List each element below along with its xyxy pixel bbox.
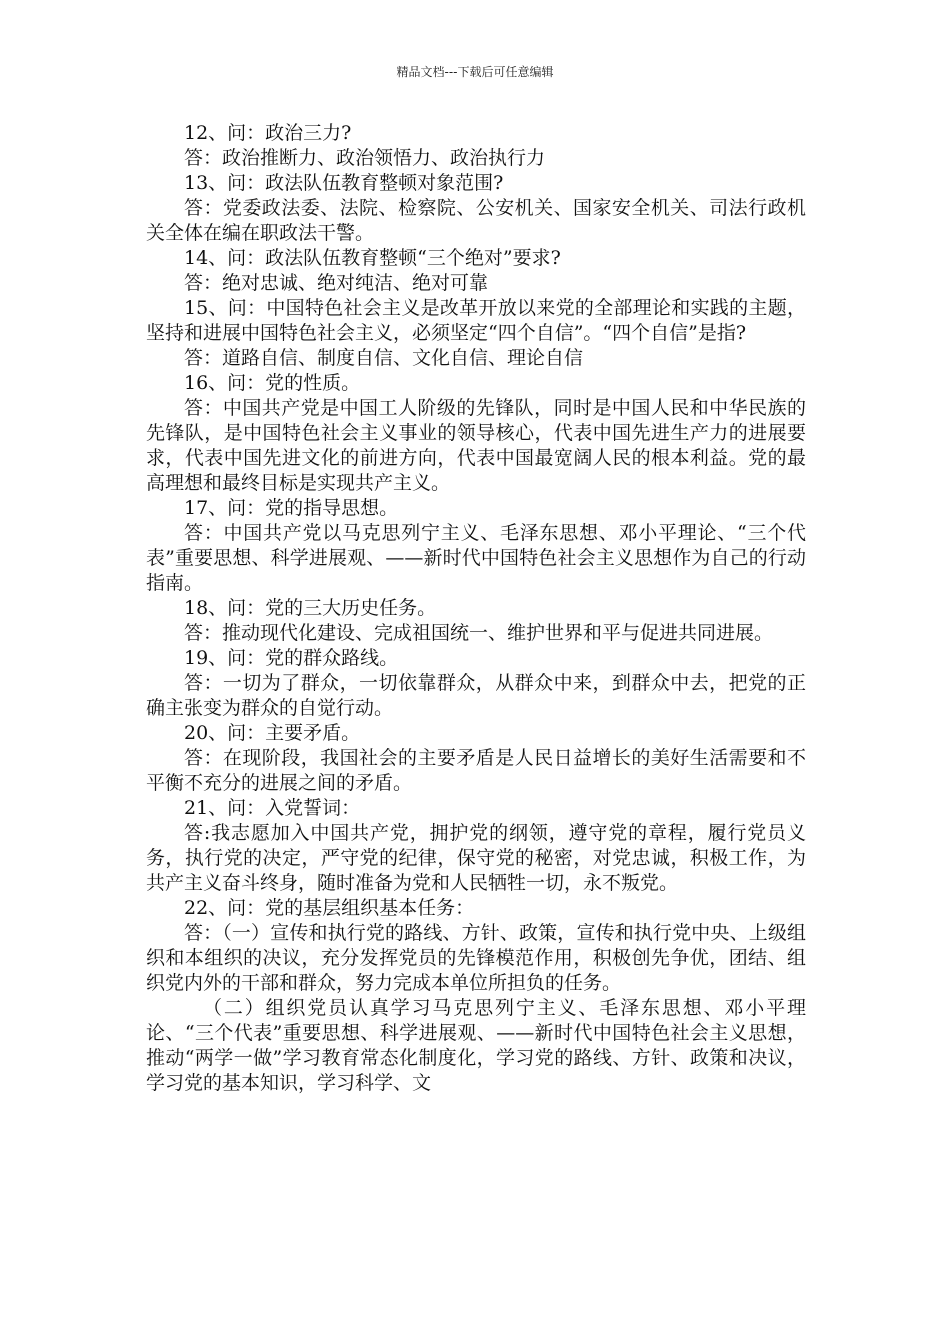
answer-14: 答：绝对忠诚、绝对纯洁、绝对可靠: [184, 272, 489, 294]
answer-12: 答：政治推断力、政治领悟力、政治执行力: [184, 147, 546, 169]
question-13: 13、问：政法队伍教育整顿对象范围?: [184, 172, 504, 194]
question-17: 17、问：党的指导思想。: [184, 497, 399, 519]
document-body: [146, 121, 806, 1096]
answer-18: 答：推动现代化建设、完成祖国统一、维护世界和平与促进共同进展。: [184, 622, 774, 644]
question-14: 14、问：政法队伍教育整顿“三个绝对”要求?: [184, 247, 561, 269]
answer-17: 答：中国共产党以马克思列宁主义、毛泽东思想、邓小平理论、“三个代表”重要思想、科学进展观、——新时代中国特色社会主义思想作为自己的行动指南。: [146, 522, 806, 594]
answer-13: 答：党委政法委、法院、检察院、公安机关、国家安全机关、司法行政机关全体在编在职政法干警。: [146, 197, 806, 244]
question-16: 16、问：党的性质。: [184, 372, 361, 394]
answer-16: 答：中国共产党是中国工人阶级的先锋队，同时是中国人民和中华民族的先锋队，是中国特色社会主义事业的领导核心，代表中国先进生产力的进展要求，代表中国先进文化的前进方向，代表中国最宽阔人民的根本利益。党的最高理想和最终目标是实现共产主义。: [146, 397, 806, 494]
question-21: 21、问：入党誓词：: [184, 797, 361, 819]
answer-15: 答：道路自信、制度自信、文化自信、理论自信: [184, 347, 584, 369]
answer-21: 答:我志愿加入中国共产党，拥护党的纲领，遵守党的章程，履行党员义务，执行党的决定，严守党的纪律，保守党的秘密，对党忠诚，积极工作，为共产主义奋斗终身，随时准备为党和人民牺牲一切，永不叛党。: [146, 822, 806, 894]
answer-22-part-2: （二）组织党员认真学习马克思列宁主义、毛泽东思想、邓小平理论、“三个代表”重要思想、科学进展观、——新时代中国特色社会主义思想，推动“两学一做”学习教育常态化制度化，学习党的路线、方针、政策和决议，学习党的基本知识，学习科学、文: [146, 997, 806, 1094]
answer-22-part-1: 答：（一）宣传和执行党的路线、方针、政策，宣传和执行党中央、上级组织和本组织的决议，充分发挥党员的先锋模范作用，积极创先争优，团结、组织党内外的干部和群众，努力完成本单位所担负的任务。: [146, 922, 806, 994]
answer-20: 答：在现阶段，我国社会的主要矛盾是人民日益增长的美好生活需要和不平衡不充分的进展之间的矛盾。: [146, 747, 806, 794]
question-18: 18、问：党的三大历史任务。: [184, 597, 437, 619]
page-header: 精品文档---下载后可任意编辑: [396, 65, 554, 79]
answer-19: 答：一切为了群众，一切依靠群众，从群众中来，到群众中去，把党的正确主张变为群众的自觉行动。: [146, 672, 806, 719]
question-19: 19、问：党的群众路线。: [184, 647, 399, 669]
question-20: 20、问：主要矛盾。: [184, 722, 361, 744]
question-15: 15、问：中国特色社会主义是改革开放以来党的全部理论和实践的主题，坚持和进展中国特色社会主义，必须坚定“四个自信”。“四个自信”是指?: [146, 297, 806, 344]
question-12: 12、问：政治三力?: [184, 122, 352, 144]
question-22: 22、问：党的基层组织基本任务：: [184, 897, 475, 919]
